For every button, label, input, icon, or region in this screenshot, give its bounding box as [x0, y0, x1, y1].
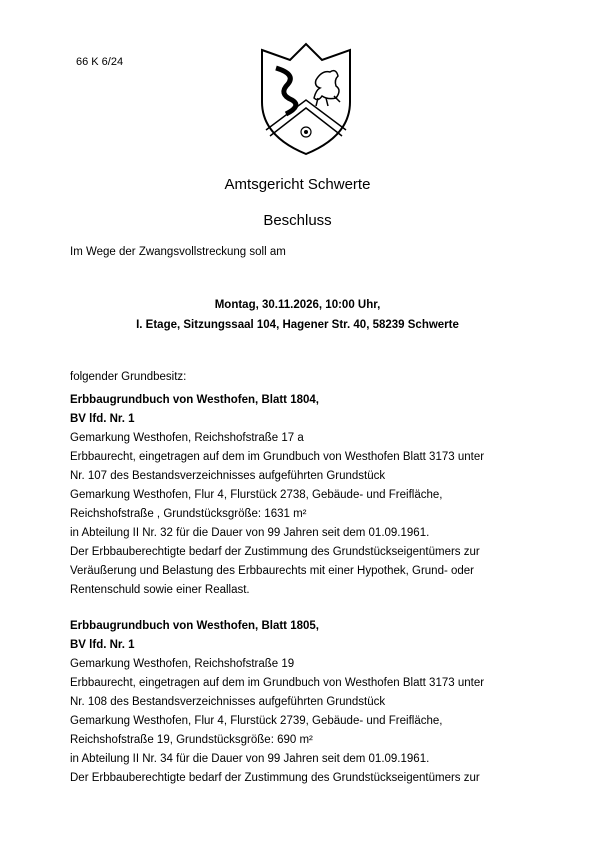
court-name: Amtsgericht Schwerte: [224, 176, 371, 193]
case-number: 66 K 6/24: [76, 56, 124, 68]
entry-line: in Abteilung II Nr. 32 für die Dauer von 99 Jahren seit dem 01.09.1961.: [70, 527, 430, 539]
intro-text: Im Wege der Zwangsvollstreckung soll am: [70, 246, 286, 258]
property-entry: [70, 617, 530, 788]
entry-line: Der Erbbauberechtigte bedarf der Zustimmung des Grundstückseigentümers zur: [70, 546, 480, 558]
appointment-date-time: Montag, 30.11.2026, 10:00 Uhr,: [214, 299, 381, 311]
entry-line: Rentenschuld sowie einer Reallast.: [70, 584, 250, 596]
entry-line: Gemarkung Westhofen, Reichshofstraße 19: [70, 658, 295, 670]
entry-line: Reichshofstraße 19, Grundstücksgröße: 690 m²: [70, 734, 313, 746]
entry-line: Gemarkung Westhofen, Reichshofstraße 17 a: [70, 432, 304, 444]
entry-heading: Erbbaugrundbuch von Westhofen, Blatt 1805,: [70, 620, 319, 632]
property-entry: [70, 391, 530, 600]
entry-line: Gemarkung Westhofen, Flur 4, Flurstück 2739, Gebäude- und Freifläche,: [70, 715, 443, 727]
entry-line: in Abteilung II Nr. 34 für die Dauer von 99 Jahren seit dem 01.09.1961.: [70, 753, 430, 765]
entry-line: Nr. 108 des Bestandsverzeichnisses aufgeführten Grundstück: [70, 696, 386, 708]
entry-line: Erbbaurecht, eingetragen auf dem im Grundbuch von Westhofen Blatt 3173 unter: [70, 451, 485, 463]
entry-line: Nr. 107 des Bestandsverzeichnisses aufgeführten Grundstück: [70, 470, 386, 482]
entry-line: Veräußerung und Belastung des Erbbaurechts mit einer Hypothek, Grund- oder: [70, 565, 475, 577]
entry-line: Der Erbbauberechtigte bedarf der Zustimmung des Grundstückseigentümers zur: [70, 772, 480, 784]
entry-line: Gemarkung Westhofen, Flur 4, Flurstück 2738, Gebäude- und Freifläche,: [70, 489, 443, 501]
entry-bv-number: BV lfd. Nr. 1: [70, 639, 135, 651]
appointment-block: [0, 295, 595, 335]
coat-of-arms-icon: [256, 40, 356, 157]
entry-line: Reichshofstraße , Grundstücksgröße: 1631 m²: [70, 508, 307, 520]
entry-bv-number: BV lfd. Nr. 1: [70, 413, 135, 425]
property-intro: folgender Grundbesitz:: [70, 371, 187, 383]
document-title: Beschluss: [263, 212, 332, 229]
entry-heading: Erbbaugrundbuch von Westhofen, Blatt 1804,: [70, 394, 319, 406]
appointment-location: I. Etage, Sitzungssaal 104, Hagener Str. 40, 58239 Schwerte: [136, 319, 459, 331]
entry-line: Erbbaurecht, eingetragen auf dem im Grundbuch von Westhofen Blatt 3173 unter: [70, 677, 485, 689]
